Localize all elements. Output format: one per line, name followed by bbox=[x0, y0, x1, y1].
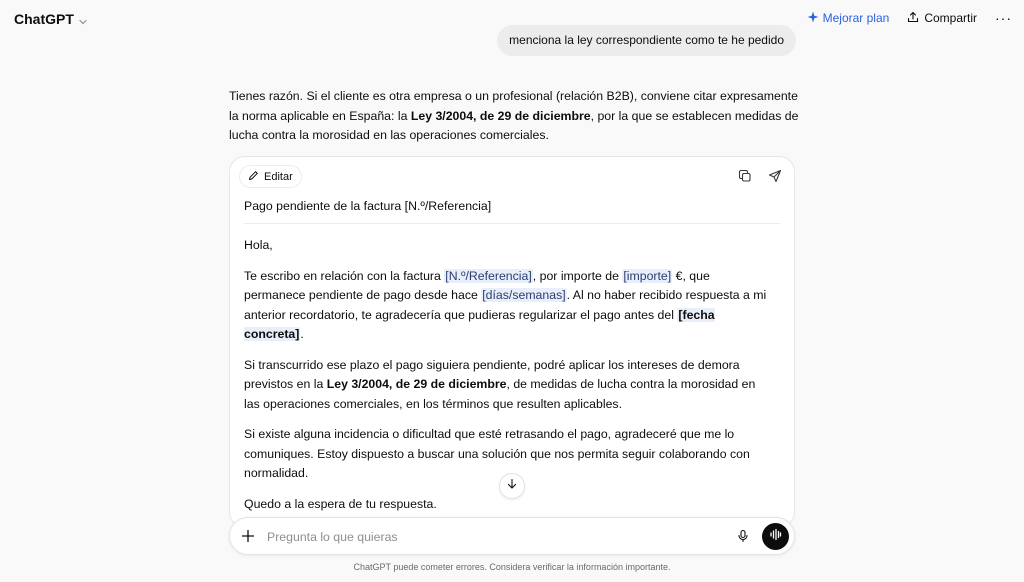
disclaimer: ChatGPT puede cometer errores. Considera verificar la información importante. bbox=[353, 562, 671, 572]
assistant-intro-text: Tienes razón. Si el cliente es otra empresa o un profesional (relación B2B), conviene citar expresamente la norma aplicable en España: la bbox=[229, 89, 798, 123]
share-button[interactable] bbox=[907, 11, 977, 26]
placeholder-period: [días/semanas] bbox=[482, 288, 566, 302]
divider bbox=[244, 223, 780, 224]
email-subject: Pago pendiente de la factura [N.º/Referencia] bbox=[244, 199, 492, 213]
text-span: €, que permanece pendiente de pago desde hace bbox=[244, 268, 710, 302]
pencil-icon bbox=[248, 170, 259, 184]
edit-label: Editar bbox=[264, 170, 293, 183]
copy-icon[interactable] bbox=[738, 169, 752, 183]
edit-button[interactable] bbox=[239, 165, 302, 188]
canvas-actions bbox=[738, 169, 782, 183]
paragraph-2 bbox=[244, 356, 774, 415]
law-reference: Ley 3/2004, de 29 de diciembre bbox=[326, 377, 507, 391]
upgrade-plan-button[interactable] bbox=[807, 11, 890, 26]
canvas-toolbar bbox=[230, 157, 794, 195]
text-span: Si transcurrido ese plazo el pago siguiera pendiente, podré aplicar los intereses de demora previstos en la bbox=[244, 357, 740, 391]
scroll-down-button[interactable] bbox=[499, 473, 525, 499]
assistant-message bbox=[229, 87, 799, 146]
model-selector[interactable] bbox=[14, 11, 88, 27]
text-span: , por importe de bbox=[532, 268, 623, 283]
placeholder-date: [fecha concreta] bbox=[244, 307, 715, 341]
assistant-intro-text-end: , por la que se establecen medidas de lucha contra la morosidad en las operaciones comerciales. bbox=[229, 108, 799, 142]
plus-icon[interactable] bbox=[241, 529, 255, 543]
composer bbox=[229, 517, 795, 555]
send-icon[interactable] bbox=[768, 169, 782, 183]
waveform-icon bbox=[769, 528, 782, 546]
arrow-down-icon bbox=[506, 477, 518, 495]
paragraph-1 bbox=[244, 267, 774, 345]
top-actions bbox=[807, 10, 1012, 26]
chevron-down-icon bbox=[78, 14, 88, 24]
paragraph-3: Si existe alguna incidencia o dificultad que esté retrasando el pago, agradeceré que me lo comuniques. Estoy dispuesto a buscar una solución que nos permita seguir colaborando con normalidad. bbox=[244, 427, 750, 480]
placeholder-amount: [importe] bbox=[623, 268, 672, 283]
text-span: , de medidas de lucha contra la morosidad en las operaciones comerciales, en los términos que resulten aplicables. bbox=[244, 377, 756, 411]
app-title: ChatGPT bbox=[14, 11, 74, 27]
voice-mode-button[interactable] bbox=[762, 523, 789, 550]
text-span: . Al no haber recibido respuesta a mi anterior recordatorio, te agradecería que pudieras regularizar el pago antes del bbox=[244, 288, 767, 322]
sparkle-icon bbox=[807, 11, 819, 26]
placeholder-reference: [N.º/Referencia] bbox=[445, 268, 532, 283]
paragraph-4: Quedo a la espera de tu respuesta. bbox=[244, 496, 437, 511]
upgrade-plan-label: Mejorar plan bbox=[822, 11, 890, 25]
microphone-icon[interactable] bbox=[736, 529, 750, 543]
email-body bbox=[244, 236, 774, 556]
text-span: . bbox=[300, 327, 304, 341]
text-span: Te escribo en relación con la factura bbox=[244, 268, 445, 283]
more-options-button[interactable]: ··· bbox=[995, 10, 1012, 26]
share-icon bbox=[907, 11, 919, 26]
user-message-bubble: menciona la ley correspondiente como te he pedido bbox=[497, 25, 796, 56]
greeting: Hola, bbox=[244, 238, 273, 252]
prompt-input[interactable] bbox=[267, 527, 727, 547]
law-reference: Ley 3/2004, de 29 de diciembre bbox=[410, 108, 591, 123]
share-label: Compartir bbox=[924, 11, 977, 25]
